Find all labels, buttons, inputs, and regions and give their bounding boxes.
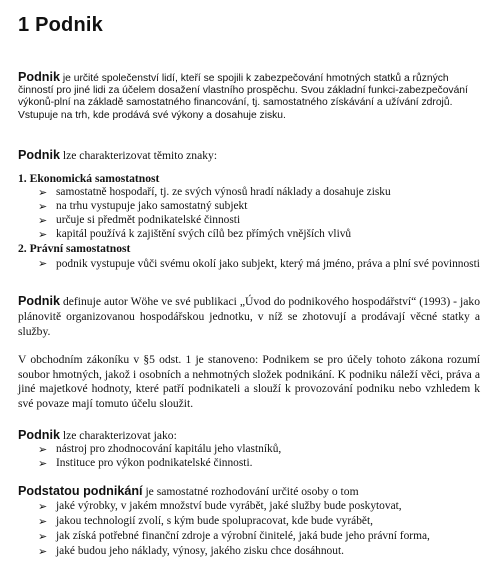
wohe-paragraph <box>18 294 480 339</box>
bullet-arrow-icon: ➢ <box>38 531 48 543</box>
bullet-arrow-icon: ➢ <box>38 516 48 528</box>
page-title: 1 Podnik <box>18 14 103 36</box>
wohe-text: definuje autor Wöhe ve své publikaci „Úvod do podnikového hospodářství“ (1993) - jako plánovitě organizovanou hospodářskou jednotku, v níž se zhotovují a prodávají věcné statky a služby. <box>18 295 480 338</box>
bullet-arrow-icon: ➢ <box>38 215 48 227</box>
characteristics-text: lze charakterizovat těmito znaky: <box>59 149 218 162</box>
bullet-arrow-icon: ➢ <box>38 444 48 456</box>
bullet-arrow-icon: ➢ <box>38 501 48 513</box>
podstata-text: je samostatné rozhodování určité osoby o tom <box>142 485 359 498</box>
bullet-arrow-icon: ➢ <box>38 546 48 558</box>
zakonik-paragraph: V obchodním zákoníku v §5 odst. 1 je stanoveno: Podnikem se pro účely tohoto zákona rozumí soubor hmotných, jakož i osobních a nehmotných složek podnikání. K podniku náleží věci, práva a jiné majetkové hodnoty, které patří podnikateli a slouží k provozování podniku nebo vzhledem k své povaze mají tomuto účelu sloužit. <box>18 353 480 410</box>
intro-term: Podnik <box>18 70 60 84</box>
characteristics-term: Podnik <box>18 148 60 162</box>
intro-text: je určité společenství lidí, kteří se spojili k zabezpečování hmotných statků a různých činností pro jiné lidi za účelem dosažení vlastního prospěchu. Svou základní funkci-zabezpečování výkonů-plní na základě samostatného financování, tj. samostatného získávání a užívání zdrojů. Vstupuje na trh, kde prodává své výkony a dosahuje zisku. <box>18 73 468 121</box>
characteristics2-intro <box>18 428 177 442</box>
section2-heading: 2. Právní samostatnost <box>18 242 131 255</box>
podstata-term: Podstatou podnikání <box>18 484 143 498</box>
bullet-arrow-icon: ➢ <box>38 229 48 241</box>
wohe-term: Podnik <box>18 294 60 308</box>
document-page: 1 Podnik Podnik je určité společenství lidí, kteří se spojili k zabezpečování hmotných statků a různých činností pro jiné lidi za účelem dosažení vlastního prospěchu. Svou základní funkci-zabezpečování výkonů-plní na základě samostatného financování, tj. samostatného získávání a užívání zdrojů. Vstupuje na trh, kde prodává své výkony a dosahuje zisku. Podnik lze charakterizovat těmito znaky: 1. Ekonomická samostatnost ➢ samostatně hospodaří, tj. ze svých výnosů hradí náklady a dosahuje zisku ➢ na trhu vystupuje jako samostatný subjekt ➢ určuje si předmět podnikatelské činnosti ➢ kapitál používá k zajištění svých cílů bez přímých vnějších vlivů 2. Právní samostatnost ➢ podnik vystupuje vůči svému okolí jako subjekt, který má jméno, práva a plní své povinnosti Podnik definuje autor Wöhe ve své publikaci „Úvod do podnikového hospodářství“ (1993) - jako plánovitě organizovanou hospodářskou jednotku, v níž se zhotovují a prodávají věcné statky a služby. V obchodním zákoníku v §5 odst. 1 je stanoveno: Podnikem se pro účely tohoto zákona rozumí soubor hmotných, jakož i osobních a nehmotných složek podnikání. K podniku náleží věci, práva a jiné majetkové hodnoty, které patří podnikateli a slouží k provozování podniku nebo vzhledem k své povaze mají tomuto účelu sloužit. Podnik lze charakterizovat jako: ➢ nástroj pro zhodnocování kapitálu jeho vlastníků, ➢ Instituce pro výkon podnikatelské činnosti. Podstatou podnikání je samostatné rozhodování určité osoby o tom ➢ jaké výrobky, v jakém množství bude vyrábět, jaké služby bude poskytovat, ➢ jakou technologií zvolí, s kým bude spolupracovat, kde bude vyrábět, ➢ jak získá potřebné finanční zdroje a výrobní činitelé, jaká bude jeho právní forma, ➢ jaké budou jeho náklady, výnosy, jakého zisku chce dosáhnout. <box>18 14 480 558</box>
bullet-arrow-icon: ➢ <box>38 258 48 270</box>
podstata-intro <box>18 484 359 498</box>
section1-heading: 1. Ekonomická samostatnost <box>18 172 160 185</box>
intro-paragraph <box>18 71 480 122</box>
bullet-arrow-icon: ➢ <box>38 187 48 199</box>
characteristics2-text: lze charakterizovat jako: <box>59 429 177 442</box>
bullet-arrow-icon: ➢ <box>38 458 48 470</box>
bullet-arrow-icon: ➢ <box>38 201 48 213</box>
characteristics2-term: Podnik <box>18 428 60 442</box>
characteristics-intro <box>18 148 217 162</box>
